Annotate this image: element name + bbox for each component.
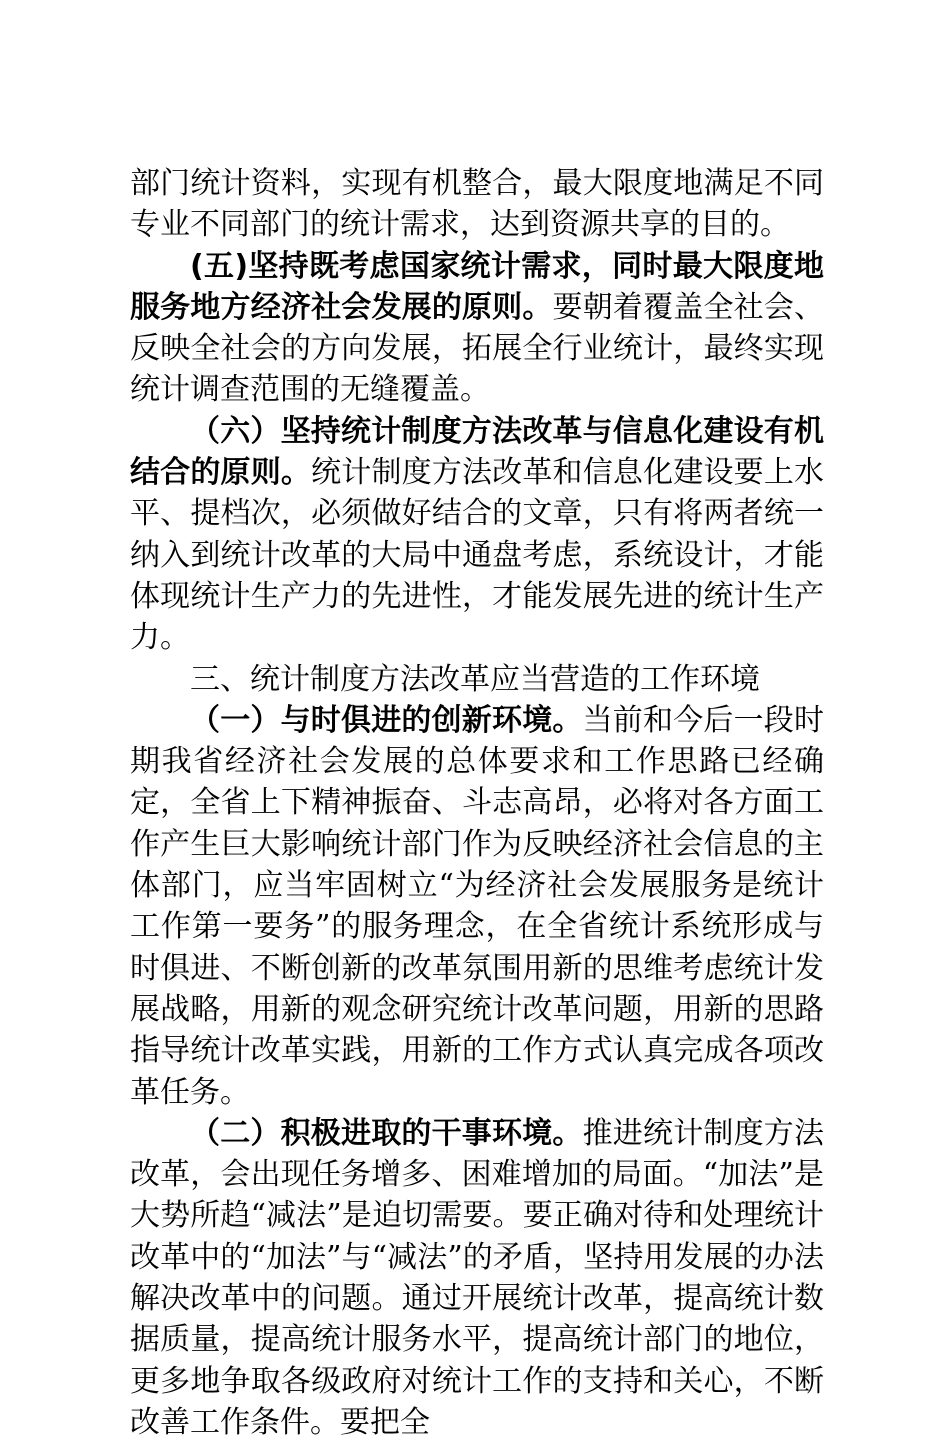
- paragraph-principle-5: [130, 246, 824, 411]
- document-page: [130, 163, 824, 1443]
- paragraph-body: 统计制度方法改革和信息化建设要上水平、提档次，必须做好结合的文章，只有将两者统一纳入到统计改革的大局中通盘考虑，系统设计，才能体现统计生产力的先进性，才能发展先进的统计生产力。: [130, 455, 825, 656]
- paragraph-environment-1: [130, 700, 824, 1113]
- paragraph-heading: （一）与时俱进的创新环境。: [190, 702, 583, 738]
- paragraph-heading: (五)坚持既考虑国家统计需求，同时最大限度地服务地方经济社会发展的原则。: [130, 248, 824, 325]
- paragraph-continuation: [130, 163, 824, 246]
- section-heading-text: 三、统计制度方法改革应当营造的工作环境: [190, 661, 760, 697]
- paragraph-body: 推进统计制度方法改革，会出现任务增多、困难增加的局面。“加法”是大势所趋“减法”是迫切需要。要正确对待和处理统计改革中的“加法”与“减法”的矛盾，坚持用发展的办法解决改革中的问题。通过开展统计改革，提高统计数据质量，提高统计服务水平，提高统计部门的地位，更多地争取各级政府对统计工作的支持和关心，不断改善工作条件。要把全: [130, 1115, 825, 1440]
- paragraph-body: 部门统计资料，实现有机整合，最大限度地满足不同专业不同部门的统计需求，达到资源共享的目的。: [130, 166, 824, 243]
- paragraph-heading: （二）积极进取的干事环境。: [190, 1115, 583, 1151]
- paragraph-body: 当前和今后一段时期我省经济社会发展的总体要求和工作思路已经确定，全省上下精神振奋、斗志高昂，必将对各方面工作产生巨大影响统计部门作为反映经济社会信息的主体部门，应当牢固树立“为经济社会发展服务是统计工作第一要务”的服务理念，在全省统计系统形成与时俱进、不断创新的改革氛围用新的思维考虑统计发展战略，用新的观念研究统计改革问题，用新的思路指导统计改革实践，用新的工作方式认真完成各项改革任务。: [130, 702, 825, 1110]
- paragraph-heading: （六）坚持统计制度方法改革与信息化建设有机结合的原则。: [130, 413, 824, 491]
- paragraph-environment-2: [130, 1113, 824, 1443]
- paragraph-principle-6: [130, 411, 824, 659]
- section-heading-3: [130, 659, 824, 700]
- paragraph-body: 要朝着覆盖全社会、反映全社会的方向发展，拓展全行业统计，最终实现统计调查范围的无缝覆盖。: [130, 289, 825, 408]
